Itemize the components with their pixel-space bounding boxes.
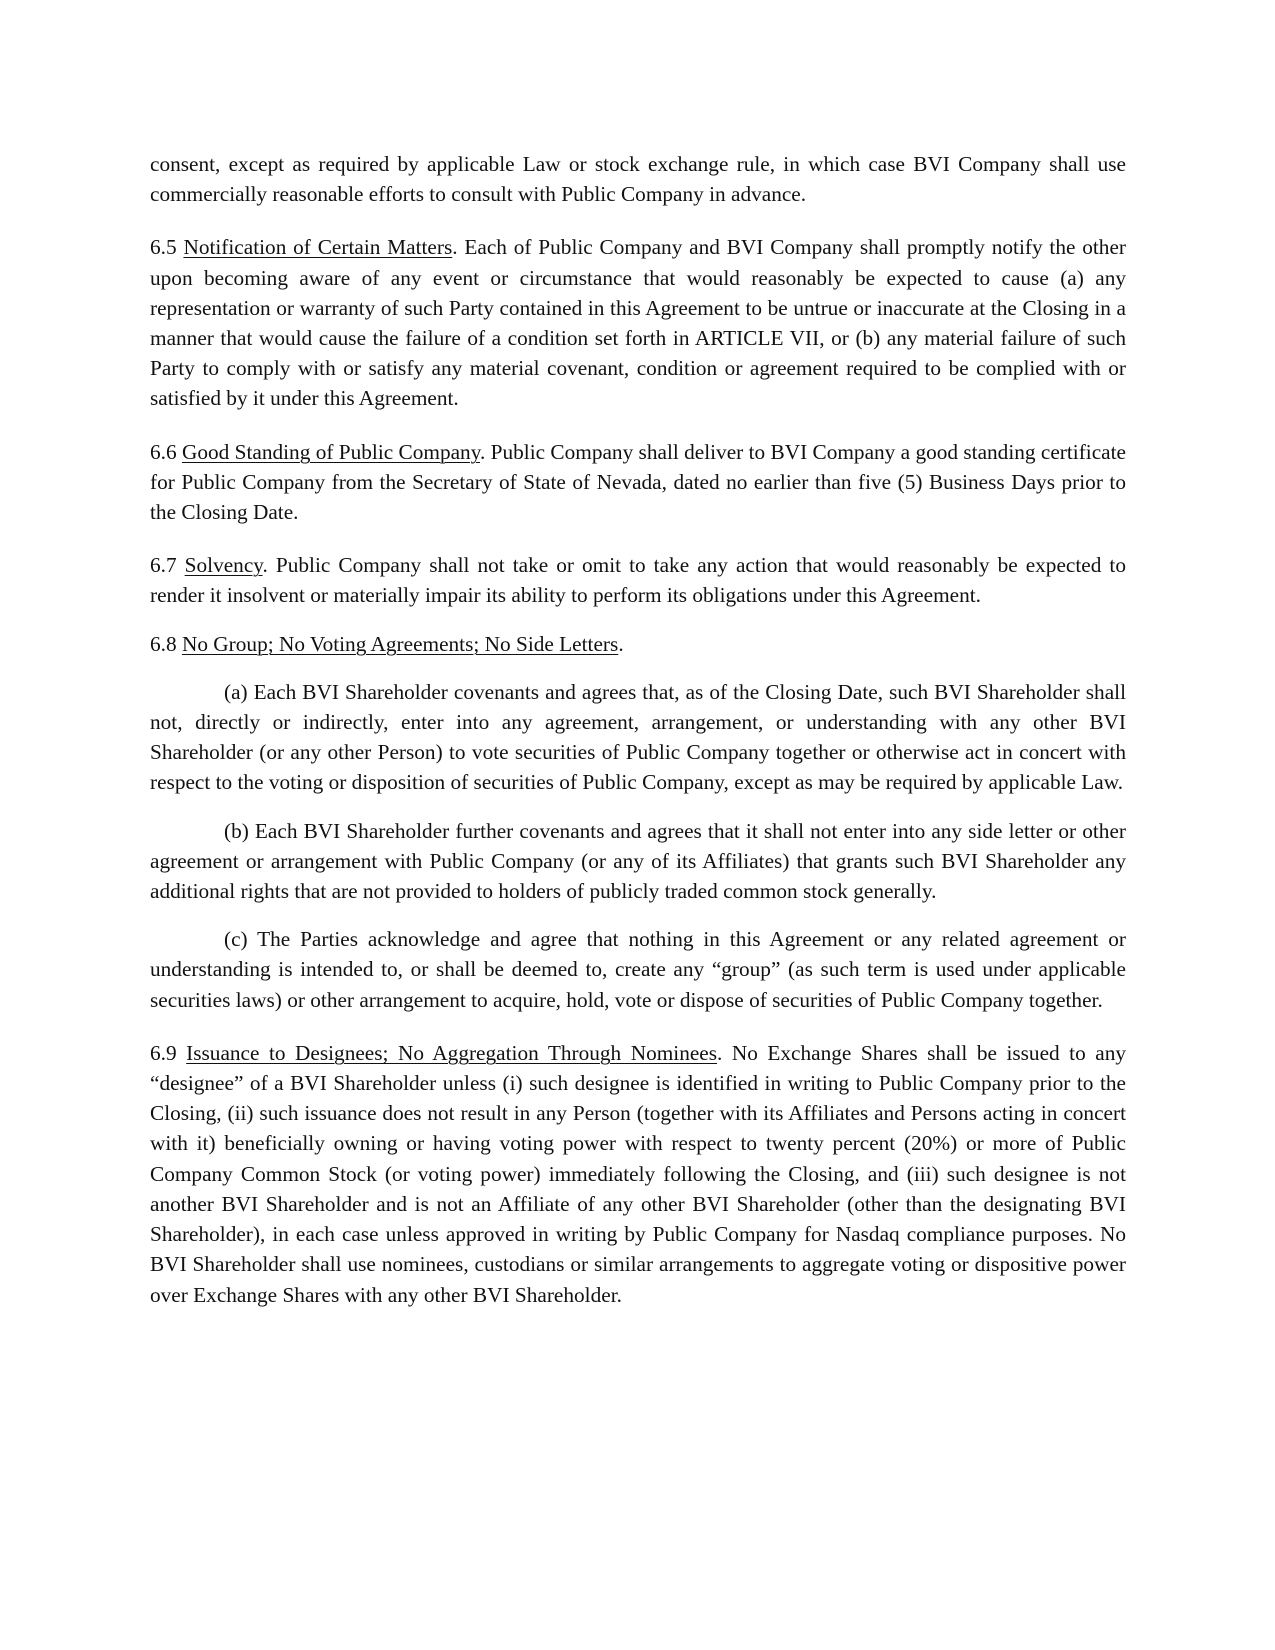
subsection-6-8-b (150, 816, 1126, 907)
section-body: Public Company shall not take or omit to take any action that would reasonably be expected to render it insolvent or materially impair its ability to perform its obligations under this Agreement. (150, 553, 1126, 608)
subsection-6-8-c (150, 924, 1126, 1015)
section-6-6 (150, 437, 1126, 528)
section-heading: Notification of Certain Matters (183, 235, 453, 260)
section-6-8 (150, 629, 1126, 659)
section-6-9 (150, 1038, 1126, 1310)
heading-punctuation: . (262, 553, 276, 578)
document-page (150, 149, 1126, 1333)
section-body: Each of Public Company and BVI Company shall promptly notify the other upon becoming aware of any event or circumstance that would reasonably be expected to cause (a) any representation or warranty of such Party contained in this Agreement to be untrue or inaccurate at the Closing in a manner that would cause the failure of a condition set forth in ARTICLE VII, or (b) any material failure of such Party to comply with or satisfy any material covenant, condition or agreement required to be complied with or satisfied by it under this Agreement. (150, 235, 1126, 411)
section-number: 6.8 (150, 631, 182, 656)
section-6-7 (150, 550, 1126, 610)
section-number: 6.7 (150, 553, 185, 578)
subsection-body: (b) Each BVI Shareholder further covenants and agrees that it shall not enter into any side letter or other agreement or arrangement with Public Company (or any of its Affiliates) that grants such BVI Shareholder any additional rights that are not provided to holders of publicly traded common stock generally. (150, 818, 1126, 904)
heading-punctuation: . (618, 631, 624, 656)
section-number: 6.6 (150, 439, 182, 464)
section-number: 6.5 (150, 235, 184, 260)
section-body: Public Company shall deliver to BVI Company a good standing certificate for Public Company from the Secretary of State of Nevada, dated no earlier than five (5) Business Days prior to the Closing Date. (150, 439, 1126, 525)
heading-punctuation: . (452, 235, 465, 260)
section-6-5 (150, 232, 1126, 413)
subsection-body: (c) The Parties acknowledge and agree that nothing in this Agreement or any related agreement or understanding is intended to, or shall be deemed to, create any “group” (as such term is used under applicable securities laws) or other arrangement to acquire, hold, vote or dispose of securities of Public Company together. (150, 927, 1126, 1012)
section-heading: Issuance to Designees; No Aggregation Through Nominees (186, 1040, 718, 1065)
heading-punctuation: . (717, 1040, 732, 1065)
paragraph-consent-continuation (150, 149, 1126, 209)
section-heading: No Group; No Voting Agreements; No Side Letters (181, 631, 619, 656)
section-number: 6.9 (150, 1040, 187, 1065)
section-body: No Exchange Shares shall be issued to any “designee” of a BVI Shareholder unless (i) such designee is identified in writing to Public Company prior to the Closing, (ii) such issuance does not result in any Person (together with its Affiliates and Persons acting in concert with it) beneficially owning or having voting power with respect to twenty percent (20%) or more of Public Company Common Stock (or voting power) immediately following the Closing, and (iii) such designee is not another BVI Shareholder and is not an Affiliate of any other BVI Shareholder (other than the designating BVI Shareholder), in each case unless approved in writing by Public Company for Nasdaq compliance purposes. No BVI Shareholder shall use nominees, custodians or similar arrangements to aggregate voting or dispositive power over Exchange Shares with any other BVI Shareholder. (150, 1040, 1126, 1307)
paragraph-body: consent, except as required by applicable Law or stock exchange rule, in which case BVI Company shall use commercially reasonable efforts to consult with Public Company in advance. (150, 152, 1126, 207)
section-heading: Solvency (184, 553, 263, 578)
subsection-6-8-a (150, 677, 1126, 798)
section-heading: Good Standing of Public Company (181, 439, 480, 464)
subsection-body: (a) Each BVI Shareholder covenants and agrees that, as of the Closing Date, such BVI Shareholder shall not, directly or indirectly, enter into any agreement, arrangement, or understanding with any other BVI Shareholder (or any other Person) to vote securities of Public Company together or otherwise act in concert with respect to the voting or disposition of securities of Public Company, except as may be required by applicable Law. (150, 679, 1126, 795)
heading-punctuation: . (479, 439, 491, 464)
